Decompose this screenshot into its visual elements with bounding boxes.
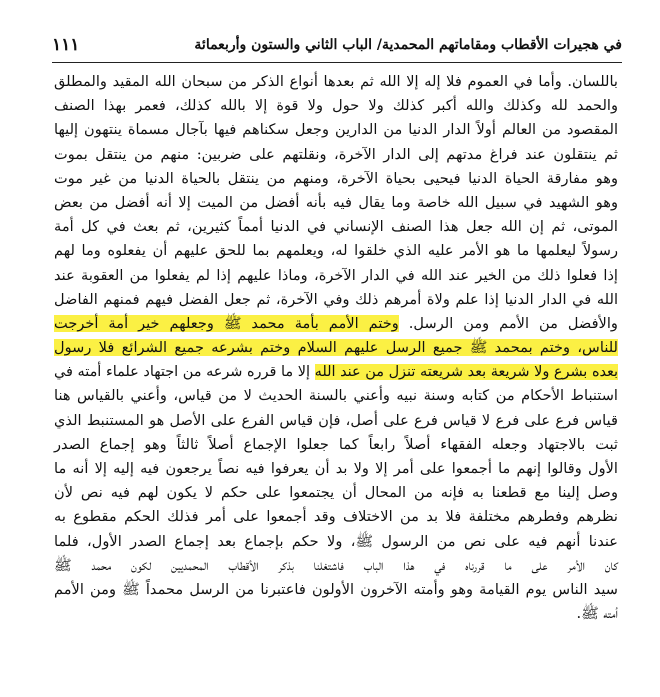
highlighted-text: بعده بشرع ولا شريعة بعد شريعته تنزل من عند الله: [314, 364, 618, 381]
highlighted-text: وختم الأمم بأمة محمد ﷺ وجعلهم خير أمة أخرجت: [54, 314, 399, 332]
text-line: وهو الشهيد في سبيل الله خاصة وما يقال فيه بأنه أفضل من الميت إلا أنه أفضل من بعض: [54, 193, 618, 211]
text-line: ثم ينتقلون عند فراغ مدتهم إلى الدار الآخرة، ونقلتهم على ضربين: منهم من ينتقل بموت: [54, 145, 618, 163]
text-line: باللسان. وأما في العموم فلا إله إلا الله ثم بعدها أنواع الذكر من سبحان الله المقيد والمطلق: [54, 73, 618, 90]
text-line: استنباط الأحكام من كتابه وسنة نبيه وأعني بالسنة الحديث لا من قياس، وأعني بالقياس هنا: [54, 387, 618, 405]
text-line: عندنا أنهم فيه على نص من الرسول ﷺ، ولا حكم بإجماع بعد إجماع الصدر الأول، فلما: [54, 532, 618, 550]
text-line: قياس فرع على فرع لا قياس فرع على أصل، فإن قياس الفرع على الأصل هو المستنبط الذي: [54, 411, 618, 429]
text-line: الأول وقالوا إنهم ما أجمعوا على أمر إلا ولا بد أن يعرفوا فيه نصاً يرجعون فيه إليه إلا أنه ما: [54, 460, 618, 477]
text-line: وهو مفارقة الحياة الدنيا فيحيى بحياة الآخرة، ومنهم من ينتقل بالحياة الدنيا من غير موت: [54, 169, 618, 187]
text-line: ثبت بالاجتهاد وجعله الفقهاء أصلاً رابعاً كما جعلوا الإجماع أصلاً ثالثاً وهو إجماع الصدر: [54, 435, 618, 453]
body-text: [54, 70, 618, 626]
text-line: والأفضل من الأمم ومن الرسل. وختم الأمم بأمة محمد ﷺ وجعلهم خير أمة أخرجت: [54, 314, 618, 332]
text-line: والحمد لله وكذلك والله أكبر كذلك ولا حول ولا قوة إلا بالله كذلك، فعمر بهذا الصنف: [54, 97, 618, 115]
text-line: بعده بشرع ولا شريعة بعد شريعته تنزل من عند الله إلا ما قرره شرعه من اجتهاد علماء أمته في: [54, 364, 618, 381]
text-line: سيد الناس يوم القيامة وهو وأمته الآخرون الأولون فاعتبرنا من الرسل محمداً ﷺ ومن الأمم: [54, 580, 618, 598]
text-line: المقصود من العالم أولاً الدار الدنيا من الدارين وجعل سكناهم فيها بآجال مسماة ينتهون إليها: [54, 121, 618, 139]
running-title: في هجيرات الأقطاب ومقاماتهم المحمدية/ الباب الثاني والستون وأربعمائة: [194, 37, 622, 53]
text-line: رسولاً ليعلمها ما هو الأمر عليه الذي خلقوا له، ويعلمهم بما للحق عليهم أن يفعلوه وما لهم: [54, 242, 618, 260]
page-number: ١١١: [52, 35, 80, 55]
text-line: كان الأمر على ما قررناه في هذا الباب فاشتغلنا بذكر الأقطاب المحمديين لكون محمد ﷺ: [54, 556, 618, 574]
text-line: الموتى، ثم إن الله جعل هذا الصنف الإنساني في الدنيا أمماً كثيرين، ثم بعث في كل أمة: [54, 218, 618, 236]
text-line: [54, 336, 618, 360]
text-line: أمته ﷺ.: [576, 605, 618, 623]
highlighted-text: للناس، وختم بمحمد ﷺ جميع الرسل عليهم السلام وختم بشرعه جميع الشرائع فلا رسول: [54, 339, 618, 357]
text-line: نظرهم وفطرهم مختلفة فلا بد من الاختلاف وقد أجمعوا على أمر فذلك الحكم مقطوع به: [54, 508, 618, 526]
text-line: إذا فعلوا ذلك من الخير عند الله في الدار الآخرة، وماذا عليهم إذا لم يفعلوا من العقوبة عند: [54, 266, 618, 284]
text-line: وصل إلينا مع قطعنا به فإنه من المحال أن يجتمعوا على حكم لا يكون لهم فيه نص لأن: [54, 484, 618, 502]
page-header: [52, 28, 622, 63]
text-line: الله في الدار الدنيا إذا علم ولاة أمرهم ذلك وفي الآخرة، ثم جعل الفضل فيهم فمنهم الفاضل: [54, 290, 618, 308]
